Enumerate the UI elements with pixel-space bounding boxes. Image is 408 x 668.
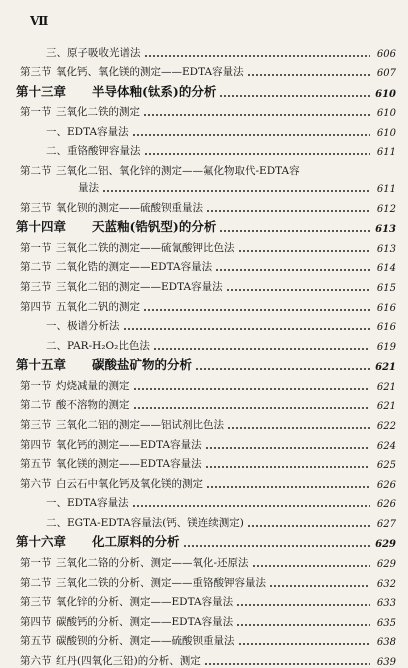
toc-entry-label [16, 259, 212, 274]
page-number: 629 [375, 539, 396, 551]
toc-entry[interactable] [16, 393, 396, 413]
toc-entry[interactable] [16, 491, 396, 511]
entry-title: 三氧化二铝的测定——铝试剂比色法 [56, 419, 224, 431]
toc-entry-label [16, 180, 99, 195]
toc-entry-label [16, 495, 129, 510]
section-number: 第五节 [20, 458, 52, 471]
toc-entry[interactable] [16, 274, 396, 294]
section-number: 第四节 [20, 438, 52, 451]
dot-leader [206, 210, 370, 212]
section-number: 第一节 [20, 106, 52, 119]
page-number: 611 [376, 184, 396, 196]
table-of-contents [16, 40, 396, 668]
entry-title: 二、PAR-H₂O₂比色法 [46, 339, 150, 352]
entry-title: 三氧化二铝、氧化锌的测定——氟化物取代-EDTA容 [56, 165, 300, 178]
toc-entry-label [16, 45, 141, 60]
toc-entry[interactable] [16, 294, 396, 314]
toc-entry-label [16, 476, 203, 491]
entry-title: 白云石中氧化钙及氧化镁的测定 [56, 477, 203, 490]
page-number: 615 [376, 282, 396, 294]
section-number: 第三节 [20, 419, 52, 431]
entry-title: 灼烧减量的测定 [56, 379, 130, 392]
entry-title: 氧化钡的测定——硫酸钡重量法 [56, 201, 203, 214]
section-number: 第六节 [20, 655, 52, 668]
entry-title: 五氧化二钒的测定 [56, 300, 140, 313]
entry-title: 天蓝釉(锆钒型)的分析 [92, 219, 217, 235]
dot-leader [183, 545, 370, 547]
section-number: 第二节 [20, 576, 52, 589]
dot-leader [144, 55, 371, 57]
dot-leader [219, 230, 370, 232]
dot-leader [252, 565, 370, 567]
dot-leader [247, 74, 370, 76]
toc-entry[interactable] [16, 530, 396, 551]
page-number: 635 [376, 617, 396, 629]
entry-title: 化工原料的分析 [92, 534, 180, 550]
entry-title: 三氧化二铬的分析、测定——氧化-还原法 [56, 557, 249, 570]
toc-entry-label [16, 417, 224, 432]
section-number: 第二节 [20, 399, 52, 412]
entry-title: 三氧化二铁的测定——硫氰酸钾比色法 [56, 241, 235, 254]
page-number: 627 [376, 518, 396, 530]
toc-entry-label [16, 456, 202, 471]
toc-entry[interactable] [16, 79, 396, 100]
dot-leader [132, 505, 370, 507]
page-marker: Ⅶ [30, 14, 49, 28]
page-number: 638 [376, 637, 396, 649]
entry-title: 一、EDTA容量法 [46, 497, 129, 510]
toc-entry-label [16, 82, 216, 100]
toc-entry[interactable] [16, 510, 396, 530]
dot-leader [133, 407, 371, 409]
dot-leader [219, 95, 370, 97]
toc-entry[interactable] [16, 373, 396, 393]
entry-title: 三氧化二铁的测定 [56, 106, 140, 119]
toc-entry[interactable] [16, 471, 396, 491]
toc-entry-label [16, 279, 223, 294]
page-number: 613 [375, 224, 396, 236]
toc-entry-label [16, 378, 130, 393]
entry-title: 红丹(四氧化三铅)的分析、测定 [56, 655, 201, 668]
page-number: 624 [376, 440, 396, 452]
toc-entry-label [16, 163, 300, 178]
page-number: 612 [376, 203, 396, 215]
dot-leader [123, 328, 371, 330]
toc-entry[interactable] [16, 570, 396, 590]
toc-entry-label [16, 555, 249, 570]
page-number: 610 [375, 88, 396, 100]
section-number: 第三节 [20, 596, 52, 609]
dot-leader [195, 368, 370, 370]
toc-entry[interactable] [16, 60, 396, 80]
entry-title: 氧化镁的测定——EDTA容量法 [56, 458, 202, 471]
dot-leader [236, 624, 370, 626]
entry-title: 一、EDTA容量法 [46, 125, 129, 138]
toc-entry-label [16, 532, 180, 550]
dot-leader [132, 134, 370, 136]
toc-entry[interactable] [16, 550, 396, 570]
entry-title: 氧化锌的分析、测定——EDTA容量法 [56, 596, 234, 609]
toc-entry[interactable] [16, 452, 396, 472]
dot-leader [236, 604, 370, 606]
dot-leader [226, 289, 370, 291]
page-number: 614 [376, 263, 396, 275]
dot-leader [269, 585, 370, 587]
toc-entry-label [16, 437, 202, 452]
entry-title: 二、重铬酸钾容量法 [46, 145, 141, 158]
page-number: 621 [376, 401, 396, 413]
page-number: 633 [376, 598, 396, 610]
dot-leader [204, 663, 370, 665]
toc-entry[interactable] [16, 139, 396, 159]
dot-leader [153, 348, 370, 350]
section-number: 第四节 [20, 615, 52, 628]
chapter-number: 第十四章 [16, 219, 67, 235]
toc-entry[interactable] [16, 629, 396, 649]
section-number: 第一节 [20, 557, 52, 570]
chapter-number: 第十六章 [16, 534, 67, 550]
dot-leader [227, 427, 370, 429]
page-number: 622 [376, 421, 396, 432]
page-number: 610 [376, 127, 396, 139]
toc-entry[interactable] [16, 40, 396, 60]
entry-title: 半导体釉(钛系)的分析 [92, 83, 217, 99]
toc-entry[interactable] [16, 178, 396, 195]
entry-title: 三、原子吸收光谱法 [46, 46, 141, 59]
dot-leader [133, 388, 371, 390]
page-number: 611 [376, 147, 396, 159]
section-number: 第二节 [20, 261, 52, 274]
toc-entry[interactable] [16, 590, 396, 610]
toc-entry[interactable] [16, 609, 396, 629]
toc-entry-label [16, 515, 244, 530]
entry-title: 三氧化二铝的测定——EDTA容量法 [56, 280, 223, 293]
section-number: 第四节 [20, 300, 52, 313]
section-number: 第一节 [20, 241, 52, 254]
dot-leader [102, 190, 370, 192]
toc-entry-label [16, 338, 150, 353]
entry-title: 碳酸钙的分析、测定——EDTA容量法 [56, 615, 234, 628]
toc-entry-label [16, 594, 233, 609]
section-number: 第五节 [20, 635, 52, 648]
chapter-number: 第十五章 [16, 357, 67, 373]
toc-entry-label [16, 104, 140, 119]
toc-entry[interactable] [16, 235, 396, 255]
dot-leader [205, 466, 370, 468]
section-number: 第三节 [20, 280, 52, 293]
section-number: 第二节 [20, 165, 52, 178]
toc-entry[interactable] [16, 412, 396, 432]
dot-leader [143, 114, 370, 116]
toc-entry-label [16, 124, 129, 139]
toc-entry[interactable] [16, 119, 396, 139]
page-number: 621 [375, 362, 396, 374]
dot-leader [205, 447, 370, 449]
section-number: 第三节 [20, 66, 52, 79]
page-number: 629 [376, 559, 396, 571]
page-number: 610 [376, 108, 396, 120]
toc-entry[interactable] [16, 432, 396, 452]
toc-entry-label [16, 397, 130, 412]
toc-entry-label [16, 200, 203, 215]
toc-entry[interactable] [16, 100, 396, 120]
page-number: 607 [376, 68, 396, 80]
section-number: 第三节 [20, 201, 52, 214]
toc-entry-label [16, 575, 266, 590]
entry-title: 量法 [78, 182, 99, 195]
toc-entry-label [16, 217, 216, 235]
toc-entry-label [16, 143, 141, 158]
toc-entry-label [16, 653, 201, 668]
dot-leader [215, 269, 370, 271]
entry-title: 酸不溶物的测定 [56, 399, 130, 412]
toc-entry[interactable] [16, 158, 396, 178]
entry-title: 三氧化二铁的分析、测定——重铬酸钾容量法 [56, 576, 266, 589]
toc-entry-label [16, 614, 233, 629]
entry-title: 氧化钙的测定——EDTA容量法 [56, 438, 202, 451]
toc-entry[interactable] [16, 648, 396, 668]
toc-entry-label [16, 633, 235, 648]
page-number: 613 [376, 243, 396, 255]
entry-title: 一、极谱分析法 [46, 320, 120, 333]
entry-title: 氧化钙、氧化镁的测定——EDTA容量法 [56, 66, 244, 79]
page-number: 619 [376, 341, 396, 353]
section-number: 第一节 [20, 379, 52, 392]
page-number: 639 [376, 657, 396, 668]
dot-leader [143, 309, 370, 311]
entry-title: 碳酸钡的分析、测定——硫酸钡重量法 [56, 635, 235, 648]
toc-entry-label [16, 240, 235, 255]
toc-entry-label [16, 355, 192, 373]
section-number: 第六节 [20, 477, 52, 490]
page-number: 625 [376, 460, 396, 472]
chapter-number: 第十三章 [16, 83, 67, 99]
page-number: 621 [376, 381, 396, 393]
page-number: 626 [376, 479, 396, 491]
entry-title: 碳酸盐矿物的分析 [92, 357, 193, 373]
toc-entry[interactable] [16, 255, 396, 275]
toc-entry[interactable] [16, 314, 396, 334]
dot-leader [247, 525, 370, 527]
toc-entry[interactable] [16, 195, 396, 215]
entry-title: 二氧化锆的测定——EDTA容量法 [56, 261, 213, 274]
dot-leader [206, 486, 370, 488]
page-number: 616 [376, 302, 396, 314]
toc-entry-label [16, 64, 244, 79]
page-number: 616 [376, 322, 396, 334]
toc-entry[interactable] [16, 215, 396, 236]
dot-leader [238, 250, 371, 252]
toc-entry-label [16, 318, 120, 333]
page-number: 632 [376, 578, 396, 590]
page-number: 606 [376, 48, 396, 60]
page-number: 626 [376, 499, 396, 511]
toc-entry[interactable] [16, 353, 396, 374]
dot-leader [144, 153, 371, 155]
toc-entry[interactable] [16, 333, 396, 353]
toc-entry-label [16, 299, 140, 314]
entry-title: 二、EGTA-EDTA容量法(钙、镁连续测定) [46, 516, 244, 529]
